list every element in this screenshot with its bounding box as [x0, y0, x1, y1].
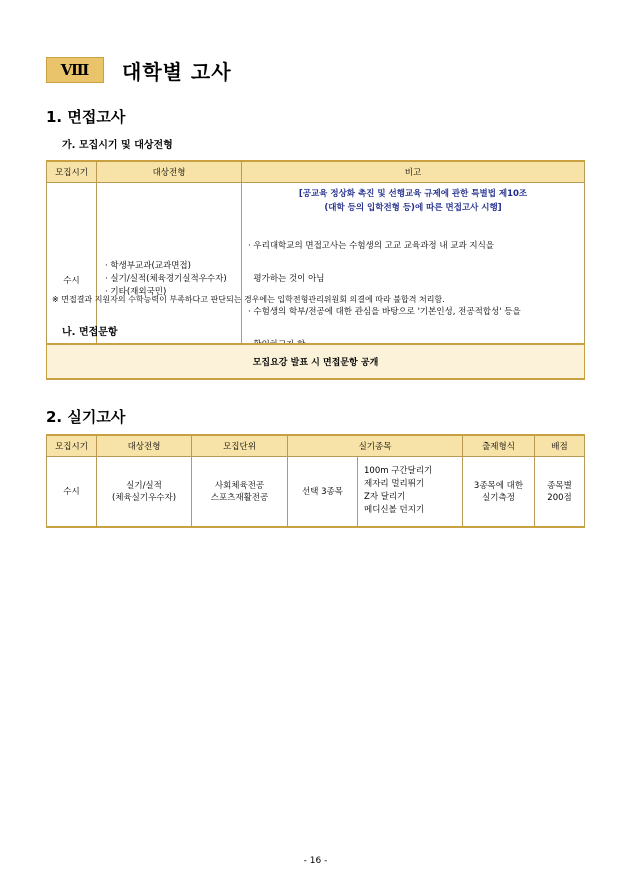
target-line-2: (체육실기우수자) [111, 493, 177, 504]
col-header-target: 대상전형 [97, 435, 192, 457]
score-line-2: 200점 [547, 493, 572, 504]
chapter-title: 대학별 고사 [122, 59, 232, 84]
score-line-1: 종목별 [547, 481, 572, 492]
col-header-score: 배점 [535, 435, 585, 457]
cell-target [97, 457, 192, 527]
list-item: 평가하는 것이 아님 [248, 274, 325, 284]
section-heading-interview: 1. 면접고사 [46, 108, 126, 126]
cell-period: 수시 [47, 457, 97, 527]
col-header-unit: 모집단위 [192, 435, 288, 457]
col-header-remarks: 비고 [242, 161, 585, 183]
target-line-1: 실기/실적 [126, 481, 162, 492]
list-item: 제자리 멀리뛰기 [364, 479, 425, 490]
col-header-target: 대상전형 [97, 161, 242, 183]
unit-line-2: 스포츠재활전공 [210, 493, 269, 504]
col-header-period: 모집시기 [47, 161, 97, 183]
subheading-period-target: 가. 모집시기 및 대상전형 [62, 140, 173, 151]
notice-title-line-2: (대학 등의 입학전형 등)에 따른 면접고사 시행] [324, 203, 502, 213]
cell-unit [192, 457, 288, 527]
chapter-number-badge: Ⅷ [46, 57, 104, 83]
list-item: · 실기/실적(체육경기실적우수자) [105, 274, 227, 284]
list-item: Z자 달리기 [364, 492, 406, 503]
notice-title-line-1: [공교육 정상화 촉진 및 선행교육 규제에 관한 특별법 제10조 [298, 189, 528, 199]
list-item: · 수험생의 학부/전공에 대한 관심을 바탕으로 '기본인성, 전공적합성' 등을 [248, 307, 521, 317]
subheading-interview-questions: 나. 면접문항 [62, 327, 118, 338]
interview-questions-box: 모집요강 발표 시 면접문항 공개 [46, 343, 585, 380]
practical-table [46, 434, 585, 528]
list-item: · 학생부교과(교과면접) [105, 261, 191, 271]
col-header-events: 실기종목 [288, 435, 463, 457]
unit-line-1: 사회체육전공 [214, 481, 265, 492]
format-line-1: 3종목에 대한 [473, 481, 524, 492]
cell-format [463, 457, 535, 527]
cell-events [358, 457, 463, 527]
page-number: - 16 - [303, 856, 328, 866]
cell-period: 수시 [47, 183, 97, 378]
list-item: 메디신볼 던지기 [364, 505, 425, 516]
footnote: ※ 면접결과 지원자의 수학능력이 부족하다고 판단되는 경우에는 입학전형관리위원회 의결에 따라 불합격 처리함. [52, 295, 445, 304]
chapter-header [46, 55, 232, 85]
cell-score [535, 457, 585, 527]
list-item: · 우리대학교의 면접고사는 수험생의 고교 교육과정 내 교과 지식을 [248, 241, 495, 251]
format-line-2: 실기측정 [482, 493, 515, 504]
cell-select: 선택 3종목 [288, 457, 358, 527]
col-header-format: 출제형식 [463, 435, 535, 457]
col-header-period: 모집시기 [47, 435, 97, 457]
list-item: 100m 구간달리기 [364, 466, 433, 477]
list-item: · 기타(재외국민) [105, 287, 167, 297]
section-heading-practical: 2. 실기고사 [46, 408, 126, 426]
